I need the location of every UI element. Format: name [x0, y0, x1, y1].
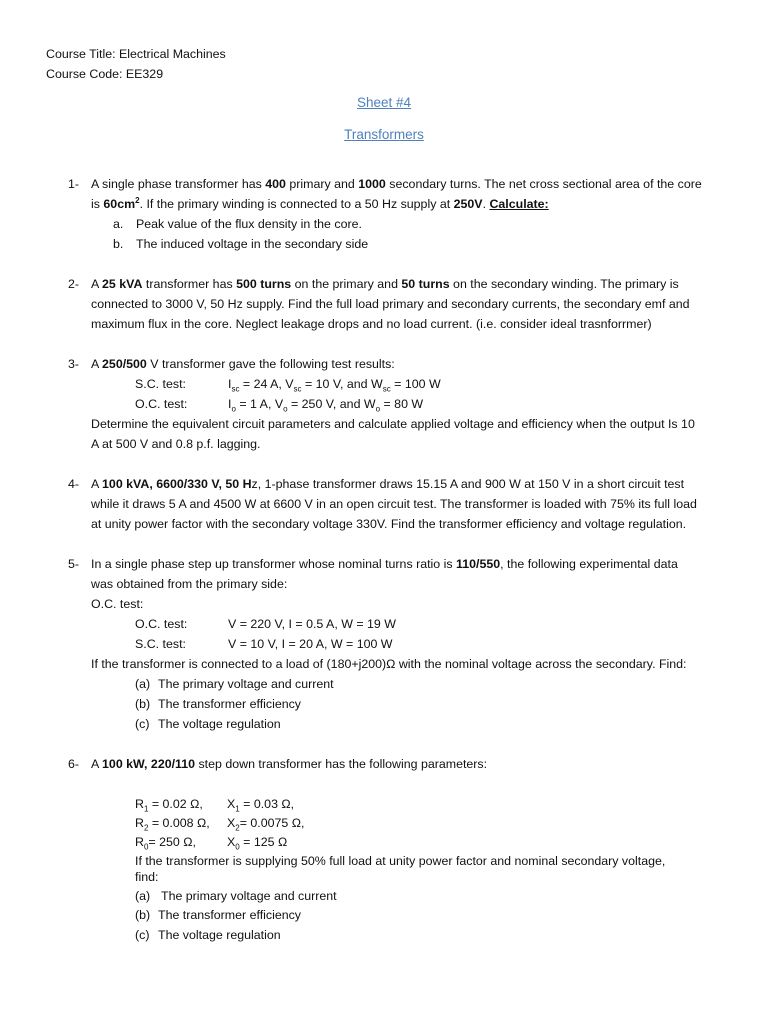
question-text: A at 500 V and 0.8 p.f. lagging.	[91, 437, 261, 451]
question-number: 3-	[68, 357, 80, 371]
sub-item-label: (b)	[135, 697, 151, 711]
question-text: Determine the equivalent circuit parameters and calculate applied voltage and efficiency when the output Is 10	[91, 417, 695, 431]
sub-item-text: The transformer efficiency	[158, 697, 302, 711]
param-r2: $R_2 = 0.008$ Ω,	[135, 816, 210, 833]
test-label: S.C. test:	[135, 637, 186, 651]
question-text: was obtained from the primary side:	[91, 577, 288, 591]
question-text: A 100 kW, 220/110 step down transformer has the following parameters:	[91, 757, 488, 771]
test-values: V = 220 V, I = 0.5 A, W = 19 W	[228, 617, 396, 631]
question-number: 2-	[68, 277, 80, 291]
sub-item-text: Peak value of the flux density in the core.	[136, 217, 362, 231]
question-number: 6-	[68, 757, 80, 771]
question-text: A 250/500 V transformer gave the following test results:	[91, 357, 395, 371]
question-text: maximum flux in the core. Neglect leakage drops and no load current. (i.e. consider ideal trasnforrmer)	[91, 317, 652, 331]
question-text: is $60cm^2$. If the primary winding is connected to a 50 Hz supply at 250V. Calculate:	[91, 195, 549, 211]
sub-item-label: a.	[113, 217, 124, 231]
param-r1: $R_1 = 0.02$ Ω,	[135, 797, 203, 814]
sub-item-text: The primary voltage and current	[161, 889, 337, 903]
question-text: A 25 kVA transformer has 500 turns on the primary and 50 turns on the secondary winding. The primary is	[91, 277, 679, 291]
question-text: If the transformer is connected to a load of (180+j200)Ω with the nominal voltage across the secondary. Find:	[91, 657, 687, 671]
sheet-title: Sheet #4	[356, 95, 412, 110]
param-x0: $X_0 = 125$ Ω	[227, 835, 288, 852]
test-label: O.C. test:	[135, 617, 188, 631]
question-number: 1-	[68, 177, 80, 191]
question-number: 5-	[68, 557, 80, 571]
sub-item-text: The primary voltage and current	[158, 677, 334, 691]
sub-item-label: (a)	[135, 677, 151, 691]
question-text: A 100 kVA, 6600/330 V, 50 Hz, 1-phase transformer draws 15.15 A and 900 W at 150 V in a short circuit test	[91, 477, 685, 491]
test-label: S.C. test:	[135, 377, 186, 391]
sub-item-label: b.	[113, 237, 124, 251]
question-text: A single phase transformer has 400 primary and 1000 secondary turns. The net cross sectional area of the core	[91, 177, 702, 191]
course-title: Course Title: Electrical Machines	[46, 47, 226, 61]
param-r0: $R_0= 250$ Ω,	[135, 835, 196, 852]
test-label: O.C. test:	[135, 397, 188, 411]
sub-item-label: (c)	[135, 717, 150, 731]
course-code: Course Code: EE329	[46, 67, 164, 81]
question-number: 4-	[68, 477, 80, 491]
param-x2: $X_2= 0.0075$ Ω,	[227, 816, 305, 833]
sub-item-text: The transformer efficiency	[158, 908, 302, 922]
question-text: at unity power factor with the secondary voltage 330V. Find the transformer efficiency and voltage regulation.	[91, 517, 687, 531]
sub-item-label: (a)	[135, 889, 151, 903]
sub-item-text: The voltage regulation	[158, 928, 281, 942]
course-info	[46, 44, 226, 84]
test-values: V = 10 V, I = 20 A, W = 100 W	[228, 637, 393, 651]
question-text: find:	[135, 870, 159, 884]
question-text: connected to 3000 V, 50 Hz supply. Find the full load primary and secondary currents, the secondary emf and	[91, 297, 690, 311]
sub-item-text: The induced voltage in the secondary side	[136, 237, 369, 251]
question-text: O.C. test:	[91, 597, 144, 611]
question-text: In a single phase step up transformer whose nominal turns ratio is 110/550, the following experimental data	[91, 557, 678, 571]
question-text: If the transformer is supplying 50% full load at unity power factor and nominal secondary voltage,	[135, 854, 666, 868]
topic-title: Transformers	[344, 127, 424, 142]
param-x1: $X_1 = 0.03$ Ω,	[227, 797, 295, 814]
sub-item-label: (c)	[135, 928, 150, 942]
test-values: $I_{sc} = 24$ A, $V_{sc} = 10$ V, and $W_{sc} = 100$ W	[228, 377, 441, 394]
test-values: $I_o = 1$ A, $V_o = 250$ V, and $W_o = 80$ W	[228, 397, 424, 414]
question-text: while it draws 5 A and 4500 W at 6600 V in an open circuit test. The transformer is loaded with 75% its full load	[91, 497, 697, 511]
sub-item-label: (b)	[135, 908, 151, 922]
sub-item-text: The voltage regulation	[158, 717, 281, 731]
